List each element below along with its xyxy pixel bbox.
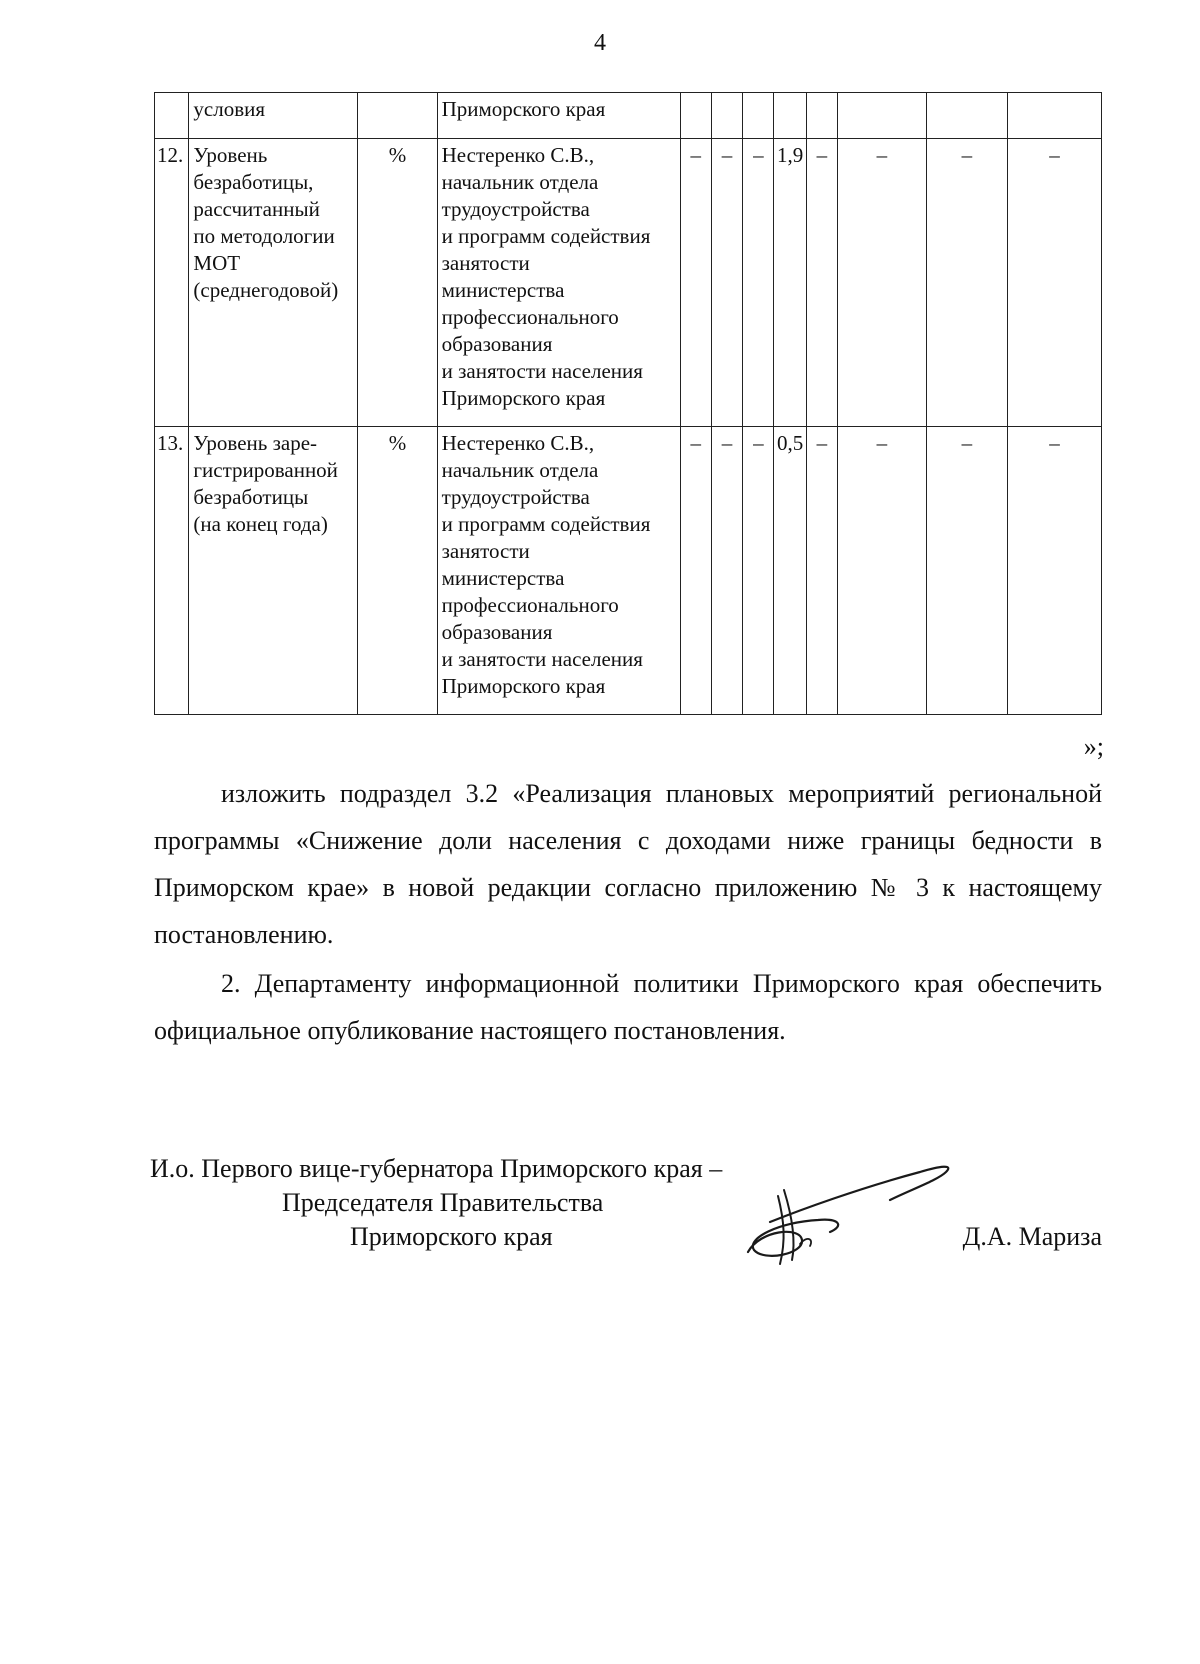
cell-value: – xyxy=(806,139,837,427)
table-row xyxy=(155,139,1102,427)
cell-value xyxy=(680,93,711,139)
cell-responsible: Нестеренко С.В., начальник отдела трудоустройства и программ содействия занятости министерства профессионального образования и занятости населения Приморского края xyxy=(437,427,680,715)
cell-unit: % xyxy=(358,139,437,427)
cell-value: – xyxy=(926,427,1007,715)
cell-value: – xyxy=(1008,139,1102,427)
paragraph-publication-text: 2. Департаменту информационной политики Приморского края обеспечить официальное опубликование настоящего постановления. xyxy=(154,969,1102,1045)
cell-value: – xyxy=(711,427,742,715)
cell-unit xyxy=(358,93,437,139)
cell-value: – xyxy=(711,139,742,427)
cell-num: 12. xyxy=(155,139,189,427)
page-number: 4 xyxy=(594,30,606,56)
cell-indicator-name: Уровень безработицы, рассчитанный по методологии МОТ (среднегодовой) xyxy=(189,139,358,427)
cell-value xyxy=(806,93,837,139)
signer-name: Д.А. Мариза xyxy=(962,1222,1102,1251)
cell-value xyxy=(1008,93,1102,139)
paragraph-amendment-text: изложить подраздел 3.2 «Реализация плановых мероприятий региональной программы «Снижение доли населения с доходами ниже границы бедности в Приморском крае» в новой редакции согласно приложению № 3 к настоящему постановлению. xyxy=(154,779,1102,949)
cell-value: – xyxy=(838,139,927,427)
cell-value: 1,9 xyxy=(774,139,806,427)
cell-value xyxy=(774,93,806,139)
cell-value: – xyxy=(1008,427,1102,715)
cell-value: – xyxy=(743,139,774,427)
paragraph-publication xyxy=(154,960,1102,1054)
cell-responsible: Приморского края xyxy=(437,93,680,139)
cell-value xyxy=(711,93,742,139)
table-row xyxy=(155,427,1102,715)
cell-responsible: Нестеренко С.В., начальник отдела трудоустройства и программ содействия занятости министерства профессионального образования и занятости населения Приморского края xyxy=(437,139,680,427)
cell-value: – xyxy=(680,139,711,427)
indicators-table xyxy=(154,92,1102,715)
cell-unit: % xyxy=(358,427,437,715)
cell-value: – xyxy=(743,427,774,715)
signatory-title-line: Приморского края xyxy=(350,1222,553,1251)
cell-value xyxy=(743,93,774,139)
handwritten-signature xyxy=(740,1160,980,1270)
paragraph-amendment xyxy=(154,770,1102,958)
cell-indicator-name: условия xyxy=(189,93,358,139)
cell-value xyxy=(926,93,1007,139)
cell-value: – xyxy=(838,427,927,715)
cell-num xyxy=(155,93,189,139)
cell-value: – xyxy=(680,427,711,715)
signatory-title-line: Председателя Правительства xyxy=(282,1188,604,1217)
closing-quote: »; xyxy=(1083,732,1104,761)
cell-indicator-name: Уровень заре- гистрированной безработицы (на конец года) xyxy=(189,427,358,715)
cell-value xyxy=(838,93,927,139)
cell-num: 13. xyxy=(155,427,189,715)
signatory-title-line: И.о. Первого вице-губернатора Приморского края – xyxy=(150,1154,723,1183)
cell-value: – xyxy=(806,427,837,715)
signatory-title xyxy=(150,1152,722,1254)
cell-value: 0,5 xyxy=(774,427,806,715)
table-row-continued xyxy=(155,93,1102,139)
cell-value: – xyxy=(926,139,1007,427)
